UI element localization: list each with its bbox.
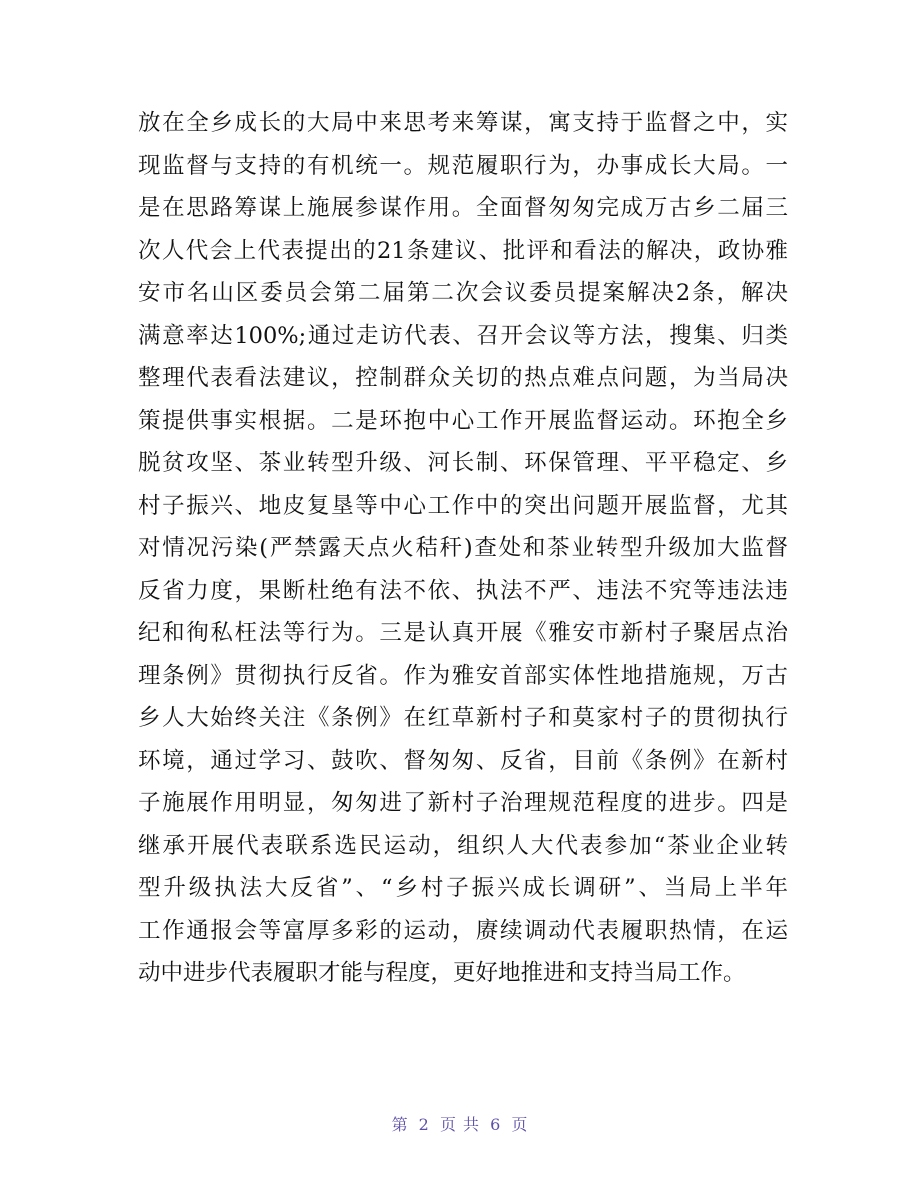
text-line: 理条例》贯彻执行反省。作为雅安首部实体性地措施规，万古 — [138, 662, 788, 689]
text-line: 型升级执法大反省”、“乡村子振兴成长调研”、当局上半年 — [138, 875, 788, 901]
text-line: 工作通报会等富厚多彩的运动，赓续调动代表履职热情，在运 — [138, 917, 788, 944]
text-line: 乡人大始终关注《条例》在红草新村子和莫家村子的贯彻执行 — [138, 705, 788, 731]
text-line: 整理代表看法建议，控制群众关切的热点难点问题，为当局决 — [138, 365, 788, 391]
text-line: 纪和徇私枉法等行为。三是认真开展《雅安市新村子聚居点治 — [138, 620, 788, 646]
page-number-footer — [0, 1112, 920, 1135]
text-line: 动中进步代表履职才能与程度，更好地推进和支持当局工作。 — [138, 960, 746, 986]
text-line: 现监督与支持的有机统一。规范履职行为，办事成长大局。一 — [138, 152, 788, 179]
text-line: 放在全乡成长的大局中来思考来筹谋，寓支持于监督之中，实 — [138, 110, 788, 136]
text-line: 次人代会上代表提出的21条建议、批评和看法的解决，政协雅 — [138, 237, 788, 264]
text-line: 子施展作用明显，匆匆进了新村子治理规范程度的进步。四是 — [138, 790, 788, 816]
text-line: 村子振兴、地皮复垦等中心工作中的突出问题开展监督，尤其 — [138, 492, 788, 519]
text-line: 继承开展代表联系选民运动，组织人大代表参加“茶业企业转 — [138, 832, 788, 859]
current-page-number: 2 — [418, 1115, 430, 1134]
text-line: 策提供事实根据。二是环抱中心工作开展监督运动。环抱全乡 — [138, 407, 788, 434]
body-text — [138, 102, 788, 995]
footer-middle: 页 共 — [439, 1115, 481, 1134]
text-line: 反省力度，果断杜绝有法不依、执法不严、违法不究等违法违 — [138, 577, 788, 604]
text-line: 是在思路筹谋上施展参谋作用。全面督匆匆完成万古乡二届三 — [138, 195, 788, 221]
text-line: 安市名山区委员会第二届第二次会议委员提案解决2条，解决 — [138, 280, 788, 306]
text-line: 脱贫攻坚、茶业转型升级、河长制、环保管理、平平稳定、乡 — [138, 450, 788, 476]
text-line: 环境，通过学习、鼓吹、督匆匆、反省，目前《条例》在新村 — [138, 747, 788, 774]
total-page-count: 6 — [490, 1115, 502, 1134]
footer-suffix: 页 — [511, 1115, 529, 1134]
text-line: 对情况污染(严禁露天点火秸秆)查处和茶业转型升级加大监督 — [138, 535, 788, 561]
text-line: 满意率达100%;通过走访代表、召开会议等方法，搜集、归类 — [138, 322, 788, 349]
footer-prefix: 第 — [391, 1115, 409, 1134]
